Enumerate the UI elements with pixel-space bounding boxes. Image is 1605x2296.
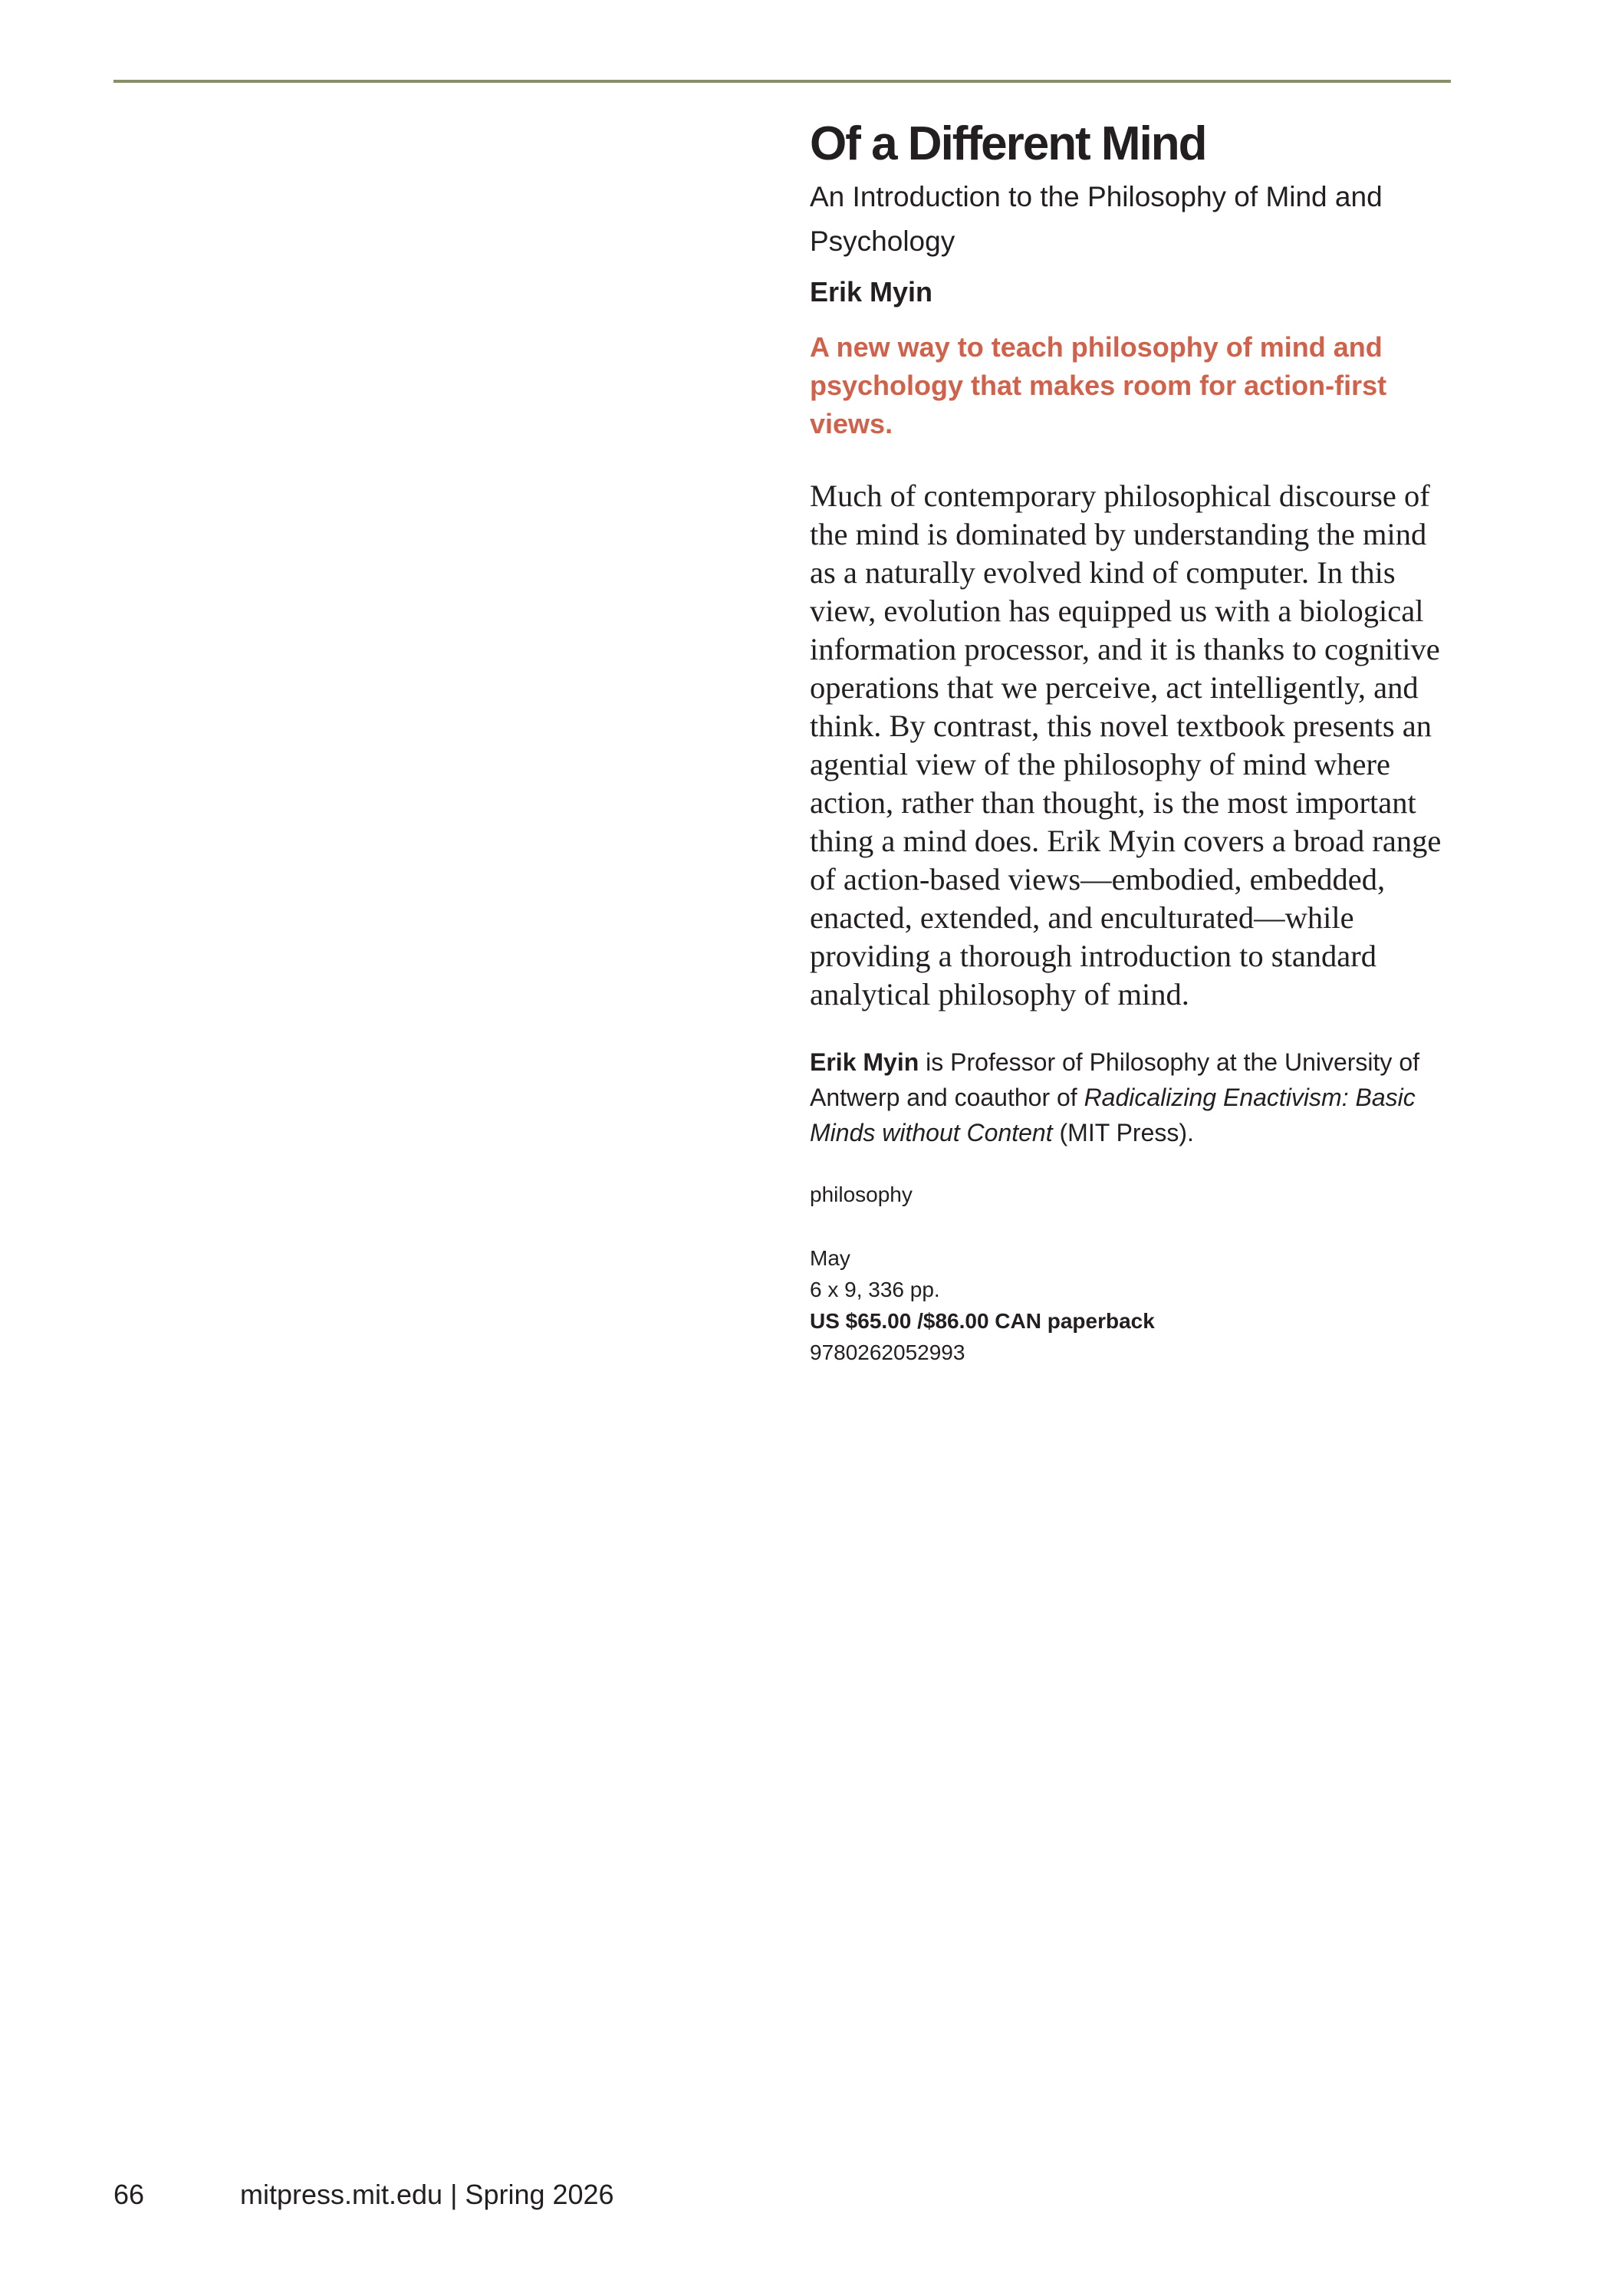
book-price: US $65.00 /$86.00 CAN paperback xyxy=(810,1309,1155,1333)
page-number: 66 xyxy=(113,2179,145,2210)
book-isbn: 9780262052993 xyxy=(810,1340,965,1364)
book-subtitle: An Introduction to the Philosophy of Mind and Psychology xyxy=(810,181,1383,257)
book-author: Erik Myin xyxy=(810,276,933,308)
author-bio xyxy=(810,1044,1454,1150)
bio-author-name: Erik Myin xyxy=(810,1048,919,1076)
book-entry xyxy=(810,115,1454,1368)
book-description: Much of contemporary philosophical discourse of the mind is dominated by understanding the mind as a naturally evolved kind of computer. In this view, evolution has equipped us with a biological information processor, and it is thanks to cognitive operations that we perceive, act intelligently, and think. By contrast, this novel textbook presents an agential view of the philosophy of mind where action, rather than thought, is the most important thing a mind does. Erik Myin covers a broad range of action-based views—embodied, embedded, enacted, extended, and enculturated—while providing a thorough introduction to standard analytical philosophy of mind. xyxy=(810,479,1442,1011)
page-footer xyxy=(113,2176,614,2213)
bio-text-after: (MIT Press). xyxy=(1052,1119,1194,1146)
bio-book-title: Radicalizing Enactivism: Basic Minds without Content xyxy=(810,1084,1416,1146)
bio-text-before: is Professor of Philosophy at the University of Antwerp and coauthor of xyxy=(810,1048,1419,1111)
subject-category: philosophy xyxy=(810,1183,913,1206)
book-title: Of a Different Mind xyxy=(810,117,1206,170)
book-tagline: A new way to teach philosophy of mind and psychology that makes room for action-first views. xyxy=(810,331,1387,439)
book-specs xyxy=(810,1242,1454,1368)
top-rule xyxy=(113,80,1451,83)
book-format: 6 x 9, 336 pp. xyxy=(810,1278,940,1301)
publication-month: May xyxy=(810,1246,850,1270)
footer-site: mitpress.mit.edu | Spring 2026 xyxy=(240,2179,614,2210)
